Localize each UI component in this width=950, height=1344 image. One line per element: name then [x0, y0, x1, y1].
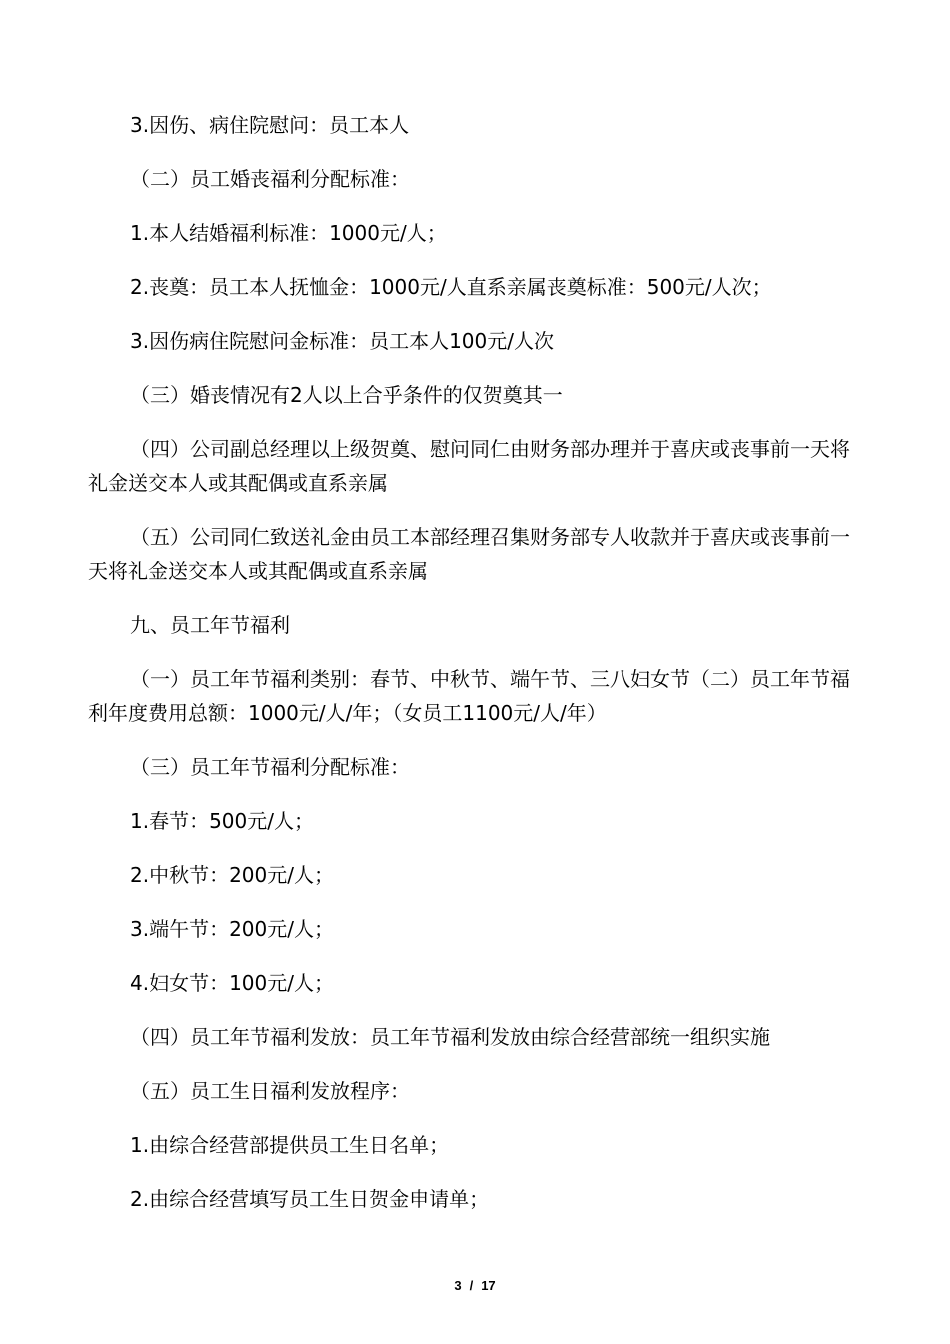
paragraph: 2.由综合经营填写员工生日贺金申请单；: [130, 1187, 490, 1211]
paragraph: （二）员工婚丧福利分配标准：: [130, 167, 410, 191]
page-separator: /: [469, 1278, 474, 1293]
paragraph: 1.由综合经营部提供员工生日名单；: [130, 1133, 450, 1157]
paragraph: 4.妇女节：100元/人；: [130, 971, 334, 995]
section-heading: 九、员工年节福利: [130, 613, 290, 637]
paragraph: （三）婚丧情况有2人以上合乎条件的仅贺奠其一: [130, 383, 563, 407]
paragraph: 1.本人结婚福利标准：1000元/人；: [130, 221, 447, 245]
paragraph: 2.中秋节：200元/人；: [130, 863, 334, 887]
paragraph: （四）公司副总经理以上级贺奠、慰问同仁由财务部办理并于喜庆或丧事前一天将礼金送交本人或其配偶或直系亲属: [88, 437, 850, 495]
total-pages-number: 17: [481, 1278, 496, 1293]
paragraph: （五）公司同仁致送礼金由员工本部经理召集财务部专人收款并于喜庆或丧事前一天将礼金送交本人或其配偶或直系亲属: [88, 525, 850, 583]
page-number-footer: [0, 1278, 950, 1293]
paragraph: （一）员工年节福利类别：春节、中秋节、端午节、三八妇女节（二）员工年节福利年度费用总额：1000元/人/年；（女员工1100元/人/年）: [88, 667, 850, 725]
paragraph: （三）员工年节福利分配标准：: [130, 755, 410, 779]
paragraph: 2.丧奠：员工本人抚恤金：1000元/人直系亲属丧奠标准：500元/人次；: [130, 275, 772, 299]
paragraph: 3.因伤病住院慰问金标准：员工本人100元/人次: [130, 329, 554, 353]
paragraph: （四）员工年节福利发放：员工年节福利发放由综合经营部统一组织实施: [130, 1025, 770, 1049]
paragraph: （五）员工生日福利发放程序：: [130, 1079, 410, 1103]
current-page-number: 3: [454, 1278, 462, 1293]
paragraph: 1.春节：500元/人；: [130, 809, 314, 833]
paragraph: 3.因伤、病住院慰问：员工本人: [130, 113, 410, 137]
paragraph: 3.端午节：200元/人；: [130, 917, 334, 941]
document-body: [88, 108, 850, 1216]
